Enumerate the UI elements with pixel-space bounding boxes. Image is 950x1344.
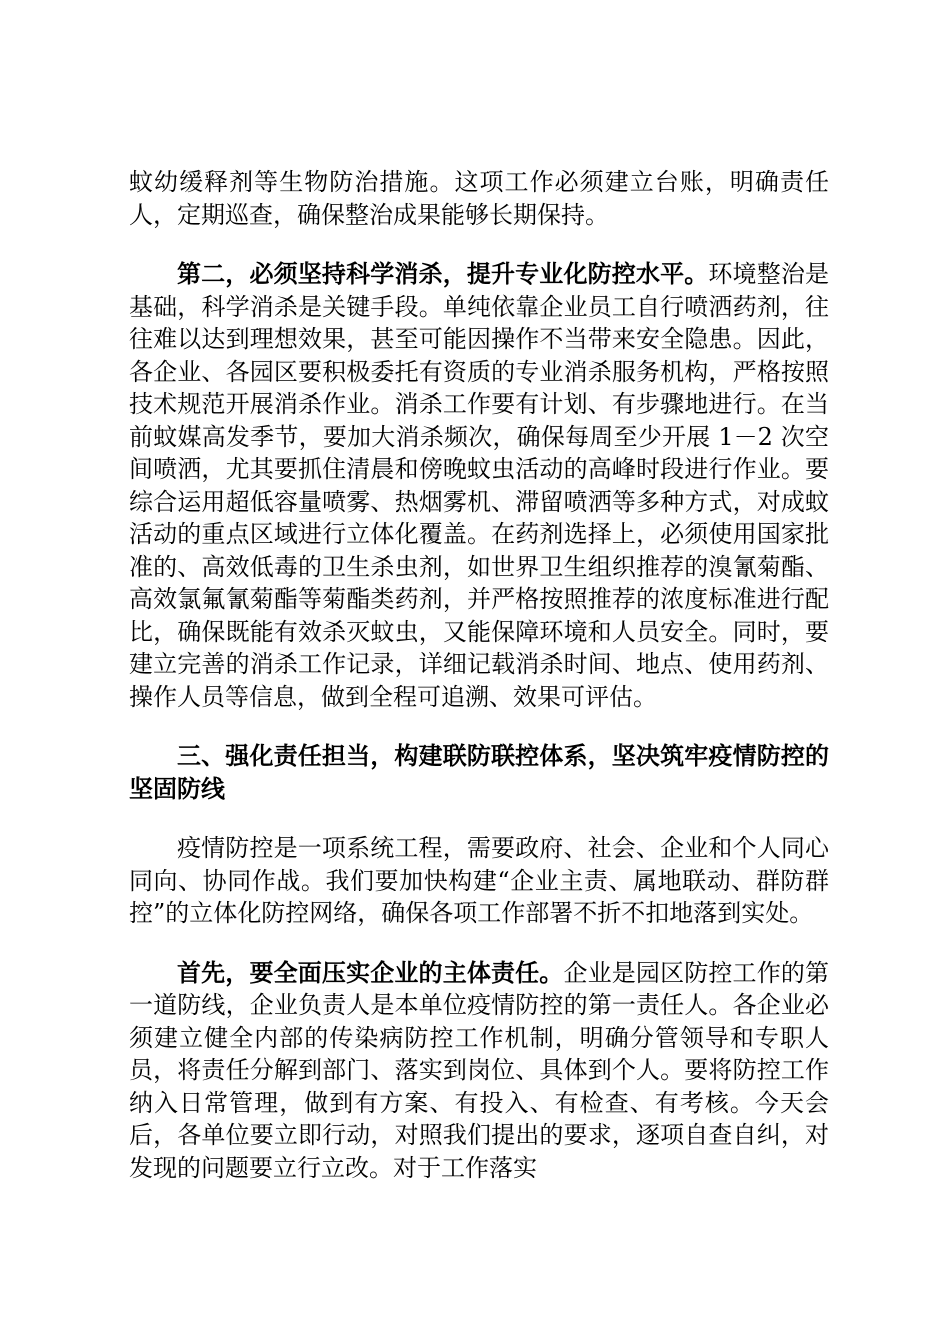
paragraph-continued: 蚊幼缓释剂等生物防治措施。这项工作必须建立台账，明确责任人，定期巡查，确保整治成果能够长期保持。 (129, 168, 829, 229)
paragraph-lead-bold: 首先，要全面压实企业的主体责任。 (177, 957, 564, 987)
paragraph-body-text: 环境整治是基础，科学消杀是关键手段。单纯依靠企业员工自行喷洒药剂，往往难以达到理想效果，甚至可能因操作不当带来安全隐患。因此，各企业、各园区要积极委托有资质的专业消杀服务机构，严格按照技术规范开展消杀作业。消杀工作要有计划、有步骤地进行。在当前蚊媒高发季节，要加大消杀频次，确保每周至少开展 1－2 次空间喷洒，尤其要抓住清晨和傍晚蚊虫活动的高峰时段进行作业。要综合运用超低容量喷雾、热烟雾机、滞留喷洒等多种方式，对成蚊活动的重点区域进行立体化覆盖。在药剂选择上，必须使用国家批准的、高效低毒的卫生杀虫剂，如世界卫生组织推荐的溴氰菊酯、高效氯氟氰菊酯等菊酯类药剂，并严格按照推荐的浓度标准进行配比，确保既能有效杀灭蚊虫，又能保障环境和人员安全。同时，要建立完善的消杀工作记录，详细记载消杀时间、地点、使用药剂、操作人员等信息，做到全程可追溯、效果可评估。 (129, 260, 830, 711)
paragraph-first-point (129, 957, 829, 1185)
paragraph-lead-bold: 第二，必须坚持科学消杀，提升专业化防控水平。 (177, 259, 709, 288)
paragraph-intro: 疫情防控是一项系统工程，需要政府、社会、企业和个人同心同向、协同作战。我们要加快构建“企业主责、属地联动、群防群控”的立体化防控网络，确保各项工作部署不折不扣地落到实处。 (129, 834, 829, 927)
paragraph-body-text: 企业是园区防控工作的第一道防线，企业负责人是本单位疫情防控的第一责任人。各企业必须建立健全内部的传染病防控工作机制，明确分管领导和专职人员，将责任分解到部门、落实到岗位、具体到个人。要将防控工作纳入日常管理，做到有方案、有投入、有检查、有考核。今天会后，各单位要立即行动，对照我们提出的要求，逐项自查自纠，对发现的问题要立行立改。对于工作落实 (129, 958, 830, 1182)
section-heading-three: 三、强化责任担当，构建联防联控体系，坚决筑牢疫情防控的坚固防线 (129, 741, 829, 803)
document-page (129, 166, 829, 1211)
paragraph-second-point (129, 258, 829, 713)
